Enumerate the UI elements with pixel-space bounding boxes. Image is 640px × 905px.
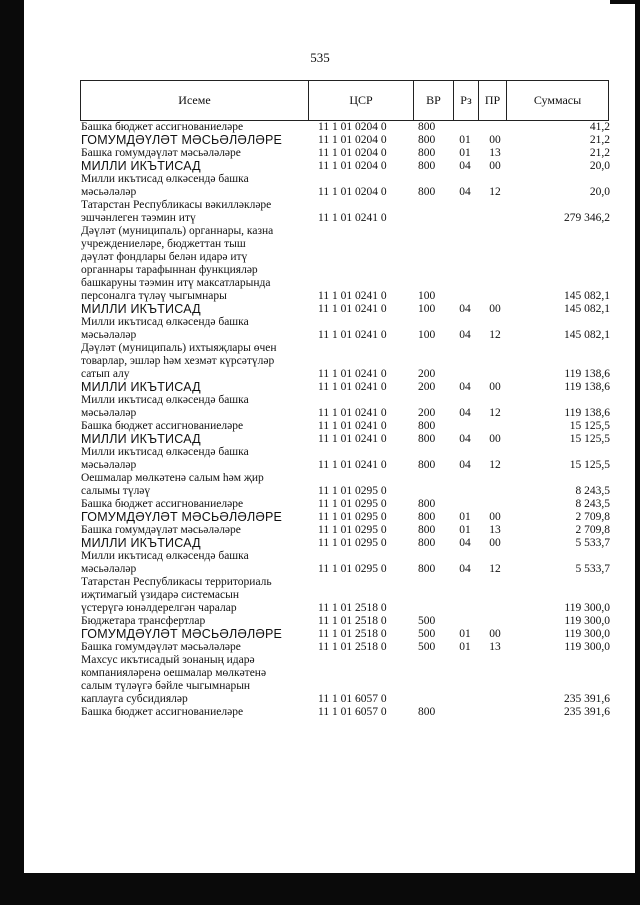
row-name-line: мәсьәләләр [81, 407, 137, 419]
header-rz: Рз [454, 81, 479, 120]
row-sum: 41,2 [589, 121, 610, 133]
row-pr: 00 [489, 303, 501, 315]
row-csr: 11 1 01 0204 0 [318, 134, 387, 146]
row-vr: 800 [418, 420, 436, 432]
row-name-line: Оешмалар мөлкәтенә салым һәм җир [81, 472, 264, 484]
row-csr: 11 1 01 0204 0 [318, 186, 387, 198]
header-vr: ВР [414, 81, 454, 120]
row-sum: 119 138,6 [564, 368, 610, 380]
row-rz: 04 [459, 407, 471, 419]
row-sum: 8 243,5 [575, 485, 610, 497]
table-row [81, 303, 611, 316]
table-row [81, 381, 611, 394]
row-csr: 11 1 01 0241 0 [318, 420, 387, 432]
row-pr: 13 [489, 524, 501, 536]
row-sum: 119 300,0 [564, 602, 610, 614]
table-row [81, 316, 611, 342]
row-name-line: органнары тарафыннан функцияләр [81, 264, 258, 276]
row-csr: 11 1 01 0204 0 [318, 121, 387, 133]
row-vr: 500 [418, 641, 436, 653]
row-sum: 21,2 [589, 147, 610, 159]
row-pr: 00 [489, 433, 501, 445]
row-vr: 800 [418, 511, 436, 523]
row-rz: 04 [459, 459, 471, 471]
row-name [81, 303, 308, 316]
row-vr: 100 [418, 329, 436, 341]
table-row [81, 511, 611, 524]
row-sum: 119 138,6 [564, 381, 610, 393]
row-sum: 119 300,0 [564, 641, 610, 653]
row-name-line: Милли икътисад өлкәсендә башка [81, 394, 249, 406]
row-name-line: Башка бюджет ассигнованиеләре [81, 420, 244, 432]
row-csr: 11 1 01 0241 0 [318, 303, 387, 315]
row-pr: 12 [489, 563, 501, 575]
row-name-line: эшчәнлеген тәэмин итү [81, 212, 196, 224]
row-sum: 119 300,0 [564, 628, 610, 640]
scan-edge-right [635, 0, 640, 905]
row-csr: 11 1 01 0241 0 [318, 290, 387, 302]
row-name-line: персоналга түләү чыгымнары [81, 290, 227, 302]
row-name-line: ГОМУМДӘҮЛӘТ МӘСЬӘЛӘЛӘРЕ [81, 510, 283, 524]
row-name-line: учреждениеләре, бюджеттан тыш [81, 238, 246, 250]
scan-edge-top [610, 0, 640, 4]
row-name-line: товарлар, эшләр һәм хезмәт күрсәтүләр [81, 355, 275, 367]
row-pr: 00 [489, 511, 501, 523]
row-name [81, 173, 308, 199]
table-row [81, 342, 611, 381]
row-name-line: МИЛЛИ ИКЪТИСАД [81, 302, 201, 316]
table-row [81, 537, 611, 550]
header-pr: ПР [479, 81, 507, 120]
row-name [81, 654, 308, 706]
row-rz: 01 [459, 511, 471, 523]
row-name-line: компанияләренә оешмалар мөлкәтенә [81, 667, 267, 679]
row-name-line: мәсьәләләр [81, 186, 137, 198]
row-csr: 11 1 01 0295 0 [318, 485, 387, 497]
row-csr: 11 1 01 0295 0 [318, 498, 387, 510]
row-name [81, 160, 308, 173]
row-name [81, 628, 308, 641]
row-sum: 20,0 [589, 186, 610, 198]
row-csr: 11 1 01 6057 0 [318, 693, 387, 705]
row-vr: 800 [418, 186, 436, 198]
row-sum: 20,0 [589, 160, 610, 172]
row-name [81, 472, 308, 498]
row-name-line: каплауга субсидияләр [81, 693, 188, 705]
row-name-line: Дәүләт (муниципаль) органнары, казна [81, 225, 274, 237]
row-pr: 00 [489, 381, 501, 393]
row-csr: 11 1 01 0241 0 [318, 459, 387, 471]
row-name-line: мәсьәләләр [81, 563, 137, 575]
row-csr: 11 1 01 2518 0 [318, 628, 387, 640]
header-name: Исеме [81, 81, 309, 120]
row-sum: 145 082,1 [564, 290, 610, 302]
row-rz: 04 [459, 537, 471, 549]
row-pr: 13 [489, 147, 501, 159]
row-name-line: МИЛЛИ ИКЪТИСАД [81, 536, 201, 550]
row-pr: 12 [489, 329, 501, 341]
row-name [81, 576, 308, 615]
row-sum: 15 125,5 [569, 420, 610, 432]
row-rz: 01 [459, 134, 471, 146]
row-pr: 12 [489, 186, 501, 198]
row-rz: 04 [459, 303, 471, 315]
row-name-line: Махсус икътисадый зонаның идарә [81, 654, 255, 666]
header-sum: Суммасы [533, 93, 582, 107]
row-csr: 11 1 01 0241 0 [318, 381, 387, 393]
table-row [81, 433, 611, 446]
row-name [81, 225, 308, 303]
row-vr: 800 [418, 537, 436, 549]
row-sum: 2 709,8 [575, 511, 610, 523]
row-vr: 800 [418, 134, 436, 146]
row-name-line: Татарстан Республикасы территориаль [81, 576, 272, 588]
row-name-line: салымы түләү [81, 485, 151, 497]
row-name-line: Милли икътисад өлкәсендә башка [81, 550, 249, 562]
row-name-line: МИЛЛИ ИКЪТИСАД [81, 159, 201, 173]
table-header [80, 80, 609, 121]
row-name [81, 446, 308, 472]
row-name-line: ГОМУМДӘҮЛӘТ МӘСЬӘЛӘЛӘРЕ [81, 133, 283, 147]
row-name [81, 134, 308, 147]
row-name-line: ГОМУМДӘҮЛӘТ МӘСЬӘЛӘЛӘРЕ [81, 627, 283, 641]
row-pr: 12 [489, 459, 501, 471]
row-vr: 800 [418, 524, 436, 536]
table-row [81, 628, 611, 641]
row-name-line: Башка бюджет ассигнованиеләре [81, 121, 244, 133]
row-vr: 200 [418, 368, 436, 380]
page-number: 535 [310, 50, 330, 65]
row-name [81, 550, 308, 576]
row-sum: 15 125,5 [569, 433, 610, 445]
row-vr: 500 [418, 628, 436, 640]
row-name-line: сатып алу [81, 368, 130, 380]
row-name [81, 381, 308, 394]
table-row [81, 472, 611, 498]
row-sum: 235 391,6 [564, 693, 610, 705]
row-name-line: МИЛЛИ ИКЪТИСАД [81, 432, 201, 446]
row-csr: 11 1 01 2518 0 [318, 641, 387, 653]
row-csr: 11 1 01 0241 0 [318, 212, 387, 224]
row-csr: 11 1 01 0295 0 [318, 537, 387, 549]
row-vr: 100 [418, 290, 436, 302]
row-name-line: иҗтимагый үзидарә системасын [81, 589, 239, 601]
table-row [81, 446, 611, 472]
row-name-line: Башка гомумдәүләт мәсьәләләре [81, 641, 241, 653]
header-csr: ЦСР [309, 81, 414, 120]
table-row [81, 134, 611, 147]
row-name-line: Татарстан Республикасы вәкилләкләре [81, 199, 272, 211]
row-sum: 235 391,6 [564, 706, 610, 718]
row-name-line: үстерүгә юнәлдерелгән чаралар [81, 602, 237, 614]
row-rz: 04 [459, 563, 471, 575]
row-csr: 11 1 01 2518 0 [318, 602, 387, 614]
table-row [81, 550, 611, 576]
row-sum: 2 709,8 [575, 524, 610, 536]
row-rz: 04 [459, 160, 471, 172]
row-csr: 11 1 01 0295 0 [318, 524, 387, 536]
row-vr: 800 [418, 121, 436, 133]
row-name-line: Башка бюджет ассигнованиеләре [81, 498, 244, 510]
row-sum: 8 243,5 [575, 498, 610, 510]
row-sum: 21,2 [589, 134, 610, 146]
row-pr: 00 [489, 537, 501, 549]
row-name-line: Башка бюджет ассигнованиеләре [81, 706, 244, 718]
row-name-line: Милли икътисад өлкәсендә башка [81, 173, 249, 185]
table-row [81, 173, 611, 199]
row-sum: 119 138,6 [564, 407, 610, 419]
table-row [81, 199, 611, 225]
row-name-line: мәсьәләләр [81, 329, 137, 341]
row-rz: 04 [459, 381, 471, 393]
row-name-line: Бюджетара трансфертлар [81, 615, 206, 627]
table-row [81, 394, 611, 420]
row-csr: 11 1 01 0204 0 [318, 160, 387, 172]
row-sum: 15 125,5 [569, 459, 610, 471]
row-vr: 800 [418, 706, 436, 718]
row-vr: 800 [418, 147, 436, 159]
row-name [81, 706, 308, 719]
row-name [81, 342, 308, 381]
row-rz: 04 [459, 329, 471, 341]
row-name-line: дәүләт фондлары белән идарә итү [81, 251, 248, 263]
row-sum: 145 082,1 [564, 303, 610, 315]
row-name [81, 511, 308, 524]
row-rz: 01 [459, 524, 471, 536]
row-csr: 11 1 01 2518 0 [318, 615, 387, 627]
row-name-line: МИЛЛИ ИКЪТИСАД [81, 380, 201, 394]
row-sum: 119 300,0 [564, 615, 610, 627]
row-pr: 00 [489, 628, 501, 640]
row-pr: 12 [489, 407, 501, 419]
row-pr: 00 [489, 160, 501, 172]
row-name-line: Дәүләт (муниципаль) ихтыяҗлары өчен [81, 342, 277, 354]
row-rz: 01 [459, 641, 471, 653]
row-vr: 800 [418, 563, 436, 575]
table-row [81, 160, 611, 173]
row-sum: 145 082,1 [564, 329, 610, 341]
row-csr: 11 1 01 0241 0 [318, 433, 387, 445]
row-name-line: мәсьәләләр [81, 459, 137, 471]
row-csr: 11 1 01 0241 0 [318, 329, 387, 341]
row-name [81, 641, 308, 654]
row-name [81, 199, 308, 225]
row-name-line: салым түләүгә бәйле чыгымнарын [81, 680, 251, 692]
row-rz: 04 [459, 186, 471, 198]
row-vr: 800 [418, 459, 436, 471]
row-rz: 04 [459, 433, 471, 445]
row-rz: 01 [459, 628, 471, 640]
row-vr: 800 [418, 433, 436, 445]
row-name-line: Башка гомумдәүләт мәсьәләләре [81, 524, 241, 536]
row-name-line: Башка гомумдәүләт мәсьәләләре [81, 147, 241, 159]
row-vr: 200 [418, 381, 436, 393]
row-pr: 13 [489, 641, 501, 653]
row-csr: 11 1 01 0295 0 [318, 563, 387, 575]
row-vr: 100 [418, 303, 436, 315]
row-name [81, 433, 308, 446]
row-sum: 279 346,2 [564, 212, 610, 224]
row-vr: 800 [418, 160, 436, 172]
table-row [81, 641, 611, 654]
row-name [81, 316, 308, 342]
table-row [81, 706, 611, 719]
row-vr: 500 [418, 615, 436, 627]
row-csr: 11 1 01 0241 0 [318, 407, 387, 419]
table-body [81, 121, 611, 719]
row-name [81, 394, 308, 420]
row-sum: 5 533,7 [575, 563, 610, 575]
table-row [81, 225, 611, 303]
row-vr: 200 [418, 407, 436, 419]
row-csr: 11 1 01 0241 0 [318, 368, 387, 380]
row-csr: 11 1 01 6057 0 [318, 706, 387, 718]
row-csr: 11 1 01 0295 0 [318, 511, 387, 523]
row-vr: 800 [418, 498, 436, 510]
row-csr: 11 1 01 0204 0 [318, 147, 387, 159]
scan-edge-bottom [24, 873, 640, 905]
row-name-line: башкаруны тәэмин итү максатларында [81, 277, 271, 289]
scan-edge-left [0, 0, 24, 905]
row-name-line: Милли икътисад өлкәсендә башка [81, 446, 249, 458]
table-row [81, 576, 611, 615]
row-name [81, 537, 308, 550]
table-row [81, 654, 611, 706]
row-sum: 5 533,7 [575, 537, 610, 549]
row-pr: 00 [489, 134, 501, 146]
row-name-line: Милли икътисад өлкәсендә башка [81, 316, 249, 328]
row-rz: 01 [459, 147, 471, 159]
